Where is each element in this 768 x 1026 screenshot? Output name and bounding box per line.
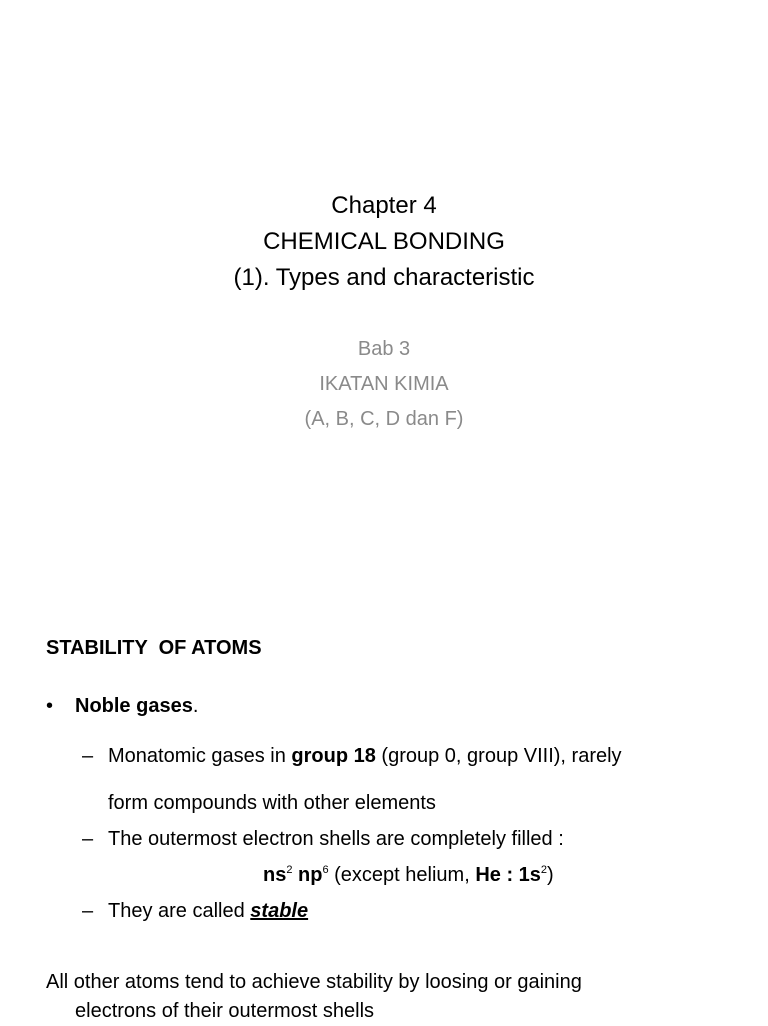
formula-ns-sup: 2 xyxy=(286,864,293,876)
sub-point-text-pre: They are called xyxy=(108,900,251,922)
bullet-rest-text: . xyxy=(192,695,199,717)
formula-end: ) xyxy=(547,864,554,886)
content-slide xyxy=(0,576,768,1024)
electron-configuration-formula xyxy=(263,861,554,889)
subtitle-line-ikatan: IKATAN KIMIA xyxy=(319,373,449,395)
sub-point-text-pre: Monatomic gases in xyxy=(108,745,292,767)
slide-heading: STABILITY OF ATOMS xyxy=(46,637,262,659)
closing-line-2: electrons of their outermost shells xyxy=(75,1000,375,1022)
sub-point-text: The outermost electron shells are completely filled : xyxy=(108,828,564,850)
slide-title xyxy=(0,188,768,296)
formula-he: He : 1s xyxy=(475,864,541,886)
closing-paragraph xyxy=(46,968,736,1026)
formula-he-sup: 2 xyxy=(540,864,548,876)
title-line-topic: CHEMICAL BONDING xyxy=(263,228,505,255)
bullet-icon: • xyxy=(46,695,54,717)
stable-emphasis: stable xyxy=(250,900,309,922)
dash-icon: – xyxy=(82,828,94,850)
closing-line-1: All other atoms tend to achieve stability by loosing or gaining xyxy=(46,971,582,993)
bullet-noble-gases xyxy=(46,692,198,720)
title-line-chapter: Chapter 4 xyxy=(331,192,437,219)
formula-np-sup: 6 xyxy=(322,864,329,876)
formula-np: np xyxy=(292,864,323,886)
dash-icon: – xyxy=(82,745,94,767)
formula-mid: (except helium, xyxy=(328,864,476,886)
subtitle-line-sections: (A, B, C, D dan F) xyxy=(304,408,464,430)
slide-subtitle xyxy=(0,332,768,437)
sub-point-monatomic xyxy=(82,742,622,770)
sub-point-monatomic-continued: form compounds with other elements xyxy=(108,792,436,814)
sub-point-shells xyxy=(82,825,564,853)
sub-point-text-post: (group 0, group VIII), rarely xyxy=(375,745,622,767)
sub-point-stable xyxy=(82,897,308,925)
formula-ns: ns xyxy=(263,864,287,886)
subtitle-line-bab: Bab 3 xyxy=(357,338,411,360)
title-line-subtopic: (1). Types and characteristic xyxy=(233,264,535,291)
dash-icon: – xyxy=(82,900,94,922)
sub-point-text-bold: group 18 xyxy=(291,745,376,767)
bullet-bold-text: Noble gases xyxy=(75,695,193,717)
